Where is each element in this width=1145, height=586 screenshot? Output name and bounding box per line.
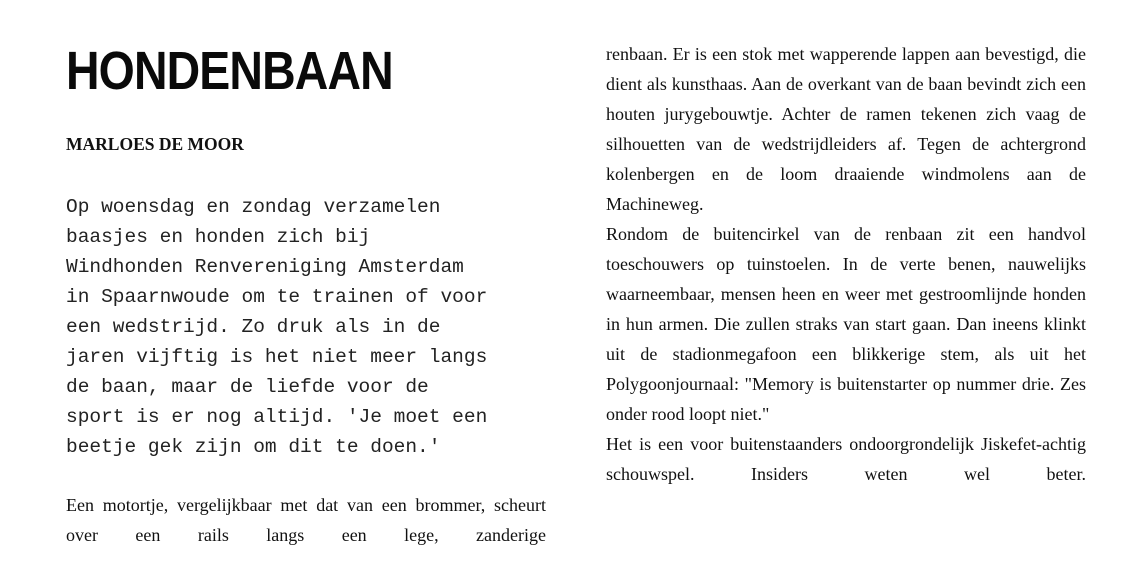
- article-author: MARLOES DE MOOR: [66, 134, 244, 154]
- body-paragraph: Rondom de buitencirkel van de renbaan zit een handvol toeschouwers op tuinstoelen. In de verte benen, nauwelijks waarneembaar, mensen heen en weer met gestroomlijnde honden in hun armen. Die zullen straks van start gaan. Dan ineens klinkt uit de stadionmegafoon een blikkerige stem, als uit het Polygoonjournaal: "Memory is buitenstarter op nummer drie. Zes onder rood loopt niet.": [606, 224, 1086, 424]
- intro-line: jaren vijftig is het niet meer langs: [66, 346, 488, 368]
- body-paragraph-left: Een motortje, vergelijkbaar met dat van een brommer, scheurt over een rails langs een lege, zanderige: [66, 495, 546, 545]
- intro-line: Op woensdag en zondag verzamelen: [66, 196, 441, 218]
- right-column: [606, 39, 1086, 489]
- intro-line: de baan, maar de liefde voor de: [66, 376, 429, 398]
- intro-line: in Spaarnwoude om te trainen of voor: [66, 286, 488, 308]
- body-paragraph: Het is een voor buitenstaanders ondoorgrondelijk Jiskefet-achtig schouwspel. Insiders weten wel beter.: [606, 434, 1086, 484]
- intro-line: beetje gek zijn om dit te doen.': [66, 436, 441, 458]
- article-title: HONDENBAAN: [66, 41, 393, 101]
- intro-line: baasjes en honden zich bij: [66, 226, 371, 248]
- article-intro: [66, 192, 556, 462]
- intro-line: sport is er nog altijd. 'Je moet een: [66, 406, 488, 428]
- intro-line: een wedstrijd. Zo druk als in de: [66, 316, 441, 338]
- intro-line: Windhonden Renvereniging Amsterdam: [66, 256, 464, 278]
- body-paragraph: renbaan. Er is een stok met wapperende lappen aan bevestigd, die dient als kunsthaas. Aan de overkant van de baan bevindt zich een houten jurygebouwtje. Achter de ramen tekenen zich vaag de silhouetten van de wedstrijdleiders af. Tegen de achtergrond kolenbergen en de loom draaiende windmolens aan de Machineweg.: [606, 44, 1086, 214]
